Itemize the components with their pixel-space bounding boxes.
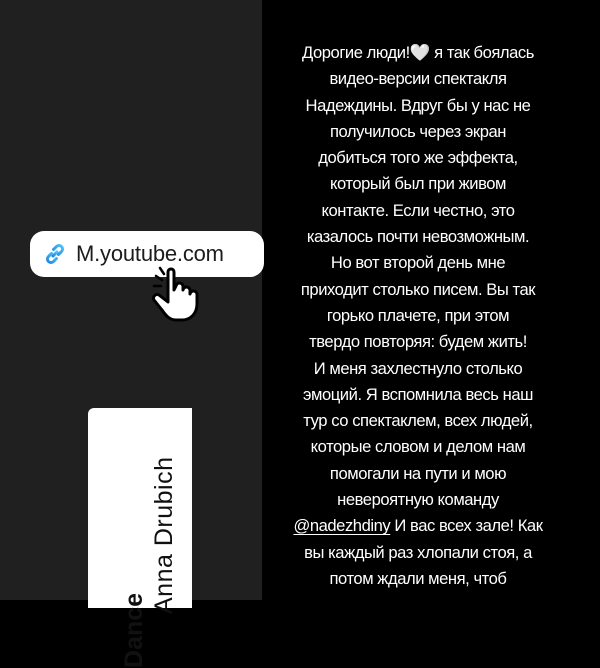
- story-line: И меня захлестнуло столько: [313, 358, 523, 378]
- story-line: Но вот второй день мне: [330, 253, 506, 273]
- story-line: которые словом и делом нам: [310, 437, 526, 457]
- story-line: казалось почти невозможным.: [306, 227, 530, 247]
- white-heart-icon: 🤍: [409, 43, 430, 62]
- track-artist: Anna Drubich: [150, 456, 178, 614]
- story-line: помогали на пути и мою: [329, 463, 507, 483]
- track-title: Dance: [120, 592, 148, 668]
- story-line: Надеждины. Вдруг бы у нас не: [305, 95, 531, 115]
- story-line: добиться того же эффекта,: [318, 148, 518, 168]
- story-caption: [268, 40, 568, 592]
- story-line: контакте. Если честно, это: [321, 200, 515, 220]
- link-icon: [42, 241, 68, 267]
- mention-link[interactable]: @nadezhdiny: [293, 516, 391, 536]
- music-sticker-card[interactable]: [88, 408, 192, 668]
- story-line: невероятную команду: [337, 490, 499, 510]
- link-url-text: M.youtube.com: [76, 241, 224, 266]
- story-line: тур со спектаклем, всех людей,: [303, 411, 533, 431]
- story-line: получилось через экран: [329, 121, 507, 141]
- story-line: эмоций. Я вспомнила весь наш: [303, 384, 533, 404]
- story-line: потом ждали меня, чтоб: [329, 568, 507, 588]
- story-line: видео-версии спектакля: [329, 69, 507, 89]
- story-line: вы каждый раз хлопали стоя, а: [304, 542, 532, 562]
- story-line: горько плачете, при этом: [326, 305, 510, 325]
- story-line: @nadezhdiny И вас всех зале! Как: [293, 516, 543, 536]
- story-line: Дорогие люди!🤍 я так боялась: [302, 43, 534, 62]
- story-line: приходит столько писем. Вы так: [300, 279, 536, 299]
- story-line: твердо повторяя: будем жить!: [309, 332, 527, 352]
- story-line: который был при живом: [330, 174, 506, 194]
- hand-pointer-icon: [146, 264, 210, 324]
